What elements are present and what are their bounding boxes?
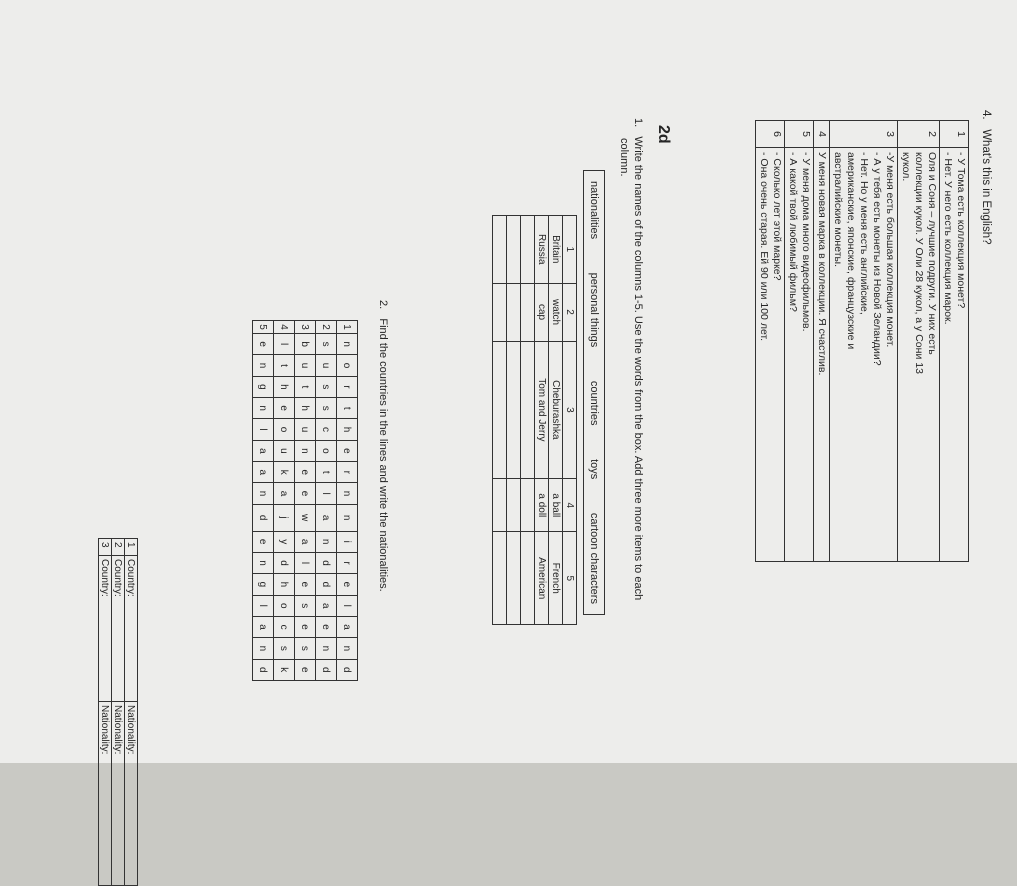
task1-instructions: 1. Write the names of the columns 1-5. Use the words from the box. Add three more items to each column. — [618, 118, 644, 601]
table-cell — [507, 479, 521, 532]
row-number: 3 — [295, 321, 316, 334]
column-header: 3 — [563, 341, 577, 479]
letter-cell: a — [253, 462, 274, 483]
letter-cell: a — [274, 483, 295, 504]
letter-cell: h — [274, 574, 295, 595]
task4-heading: 4. What's this in English? — [980, 110, 992, 245]
grid-row — [295, 321, 316, 681]
text-line: - Нет. Но у меня есть английские, — [858, 152, 870, 315]
table-row — [507, 216, 521, 625]
task2-heading: 2. Find the countries in the lines and write the nationalities. — [377, 300, 389, 592]
letter-cell: l — [295, 552, 316, 573]
column-header: 4 — [563, 479, 577, 532]
grid-row — [253, 321, 274, 681]
russian-text — [785, 148, 814, 562]
table-cell: a doll — [535, 479, 549, 532]
translation-row — [756, 121, 785, 562]
translation-row — [830, 121, 898, 562]
text-line: - У меня дома много видеофильмов. — [800, 152, 812, 332]
letter-cell: h — [295, 398, 316, 419]
letter-cell: e — [253, 334, 274, 355]
row-number: 2 — [316, 321, 337, 334]
row-number: 3 — [99, 539, 112, 556]
letter-cell: s — [316, 398, 337, 419]
letter-cell: d — [274, 552, 295, 573]
table-cell — [521, 479, 535, 532]
letter-cell: d — [316, 659, 337, 680]
column-header: 1 — [563, 216, 577, 284]
table-cell — [493, 341, 507, 479]
letter-cell: g — [253, 376, 274, 397]
row-number: 6 — [756, 121, 785, 148]
letter-cell: d — [337, 659, 358, 680]
text-line: - У Тома есть коллекция монет? — [955, 152, 967, 309]
text-line: - А у тебя есть монеты из Новой Зеландии? — [871, 152, 883, 366]
letter-cell: c — [274, 616, 295, 637]
table-cell — [493, 532, 507, 625]
letter-cell: e — [253, 531, 274, 552]
letter-cell: n — [337, 483, 358, 504]
table-cell: Russia — [535, 216, 549, 284]
nationality-field: Nationality: — [112, 701, 125, 885]
answer-row — [125, 539, 138, 886]
text-line: У меня новая марка в коллекции. Я счастлив. — [816, 152, 828, 376]
nationality-field: Nationality: — [125, 701, 138, 885]
letter-cell: i — [337, 531, 358, 552]
row-number: 5 — [253, 321, 274, 334]
letter-cell: e — [337, 440, 358, 461]
table-cell — [521, 532, 535, 625]
letter-cell: d — [253, 504, 274, 531]
table-cell: Cheburashka — [549, 341, 563, 479]
russian-text — [814, 148, 830, 562]
letter-cell: b — [295, 334, 316, 355]
letter-cell: u — [274, 440, 295, 461]
text-line: -У меня есть большая коллекция монет. — [884, 152, 896, 348]
letter-cell: n — [253, 552, 274, 573]
translation-table — [755, 120, 969, 562]
row-number: 1 — [940, 121, 969, 148]
letter-cell: e — [295, 616, 316, 637]
row-number: 4 — [814, 121, 830, 148]
letter-cell: g — [253, 574, 274, 595]
letter-cell: e — [337, 574, 358, 595]
answer-row — [99, 539, 112, 886]
translation-row — [785, 121, 814, 562]
letter-grid — [252, 320, 358, 681]
letter-cell: e — [295, 659, 316, 680]
letter-cell: k — [274, 659, 295, 680]
translation-row — [814, 121, 830, 562]
letter-cell: n — [295, 440, 316, 461]
letter-cell: y — [274, 531, 295, 552]
letter-cell: k — [274, 462, 295, 483]
letter-cell: l — [337, 595, 358, 616]
text-line: кукол. — [900, 152, 912, 182]
header-row — [563, 216, 577, 625]
russian-text — [830, 148, 898, 562]
table-row — [535, 216, 549, 625]
letter-cell: w — [295, 504, 316, 531]
letter-cell: d — [253, 659, 274, 680]
letter-cell: a — [337, 616, 358, 637]
row-number: 3 — [830, 121, 898, 148]
letter-cell: a — [253, 616, 274, 637]
letter-cell: a — [316, 504, 337, 531]
box-word: toys — [588, 459, 600, 480]
columns-table — [492, 215, 577, 625]
box-word: cartoon characters — [588, 512, 600, 604]
letter-cell: l — [253, 419, 274, 440]
row-number: 2 — [898, 121, 940, 148]
letter-cell: s — [316, 334, 337, 355]
letter-cell: o — [337, 355, 358, 376]
table-cell: French — [549, 532, 563, 625]
text-line: американские, японские, французские и — [845, 152, 857, 350]
letter-cell: n — [253, 355, 274, 376]
column-header: 2 — [563, 283, 577, 341]
letter-cell: l — [316, 483, 337, 504]
text-line: коллекции кукол. У Оли 28 кукол, а у Сони 13 — [913, 152, 925, 374]
letter-cell: h — [337, 419, 358, 440]
table-cell — [507, 341, 521, 479]
section-title: 2d — [655, 125, 672, 144]
letter-cell: r — [337, 376, 358, 397]
russian-text — [898, 148, 940, 562]
letter-cell: u — [295, 355, 316, 376]
grid-row — [316, 321, 337, 681]
box-word: countries — [588, 380, 600, 426]
table-cell: cap — [535, 283, 549, 341]
text-line: - Сколько лет этой марке? — [771, 152, 783, 281]
letter-cell: n — [253, 483, 274, 504]
text-line: - Нет. У него есть коллекция марок. — [942, 152, 954, 325]
letter-cell: n — [337, 504, 358, 531]
row-number: 5 — [785, 121, 814, 148]
letter-cell: t — [337, 398, 358, 419]
row-number: 1 — [337, 321, 358, 334]
letter-cell: t — [295, 376, 316, 397]
letter-cell: e — [316, 616, 337, 637]
translation-row — [898, 121, 940, 562]
answer-row — [112, 539, 125, 886]
table-cell — [493, 216, 507, 284]
table-cell — [507, 532, 521, 625]
grid-row — [337, 321, 358, 681]
text-line: Оля и Соня – лучшие подруги. У них есть — [926, 152, 938, 355]
table-cell — [507, 216, 521, 284]
box-word: nationalities — [588, 181, 600, 240]
translation-row — [940, 121, 969, 562]
word-box — [583, 170, 605, 615]
letter-cell: e — [295, 462, 316, 483]
letter-cell: a — [316, 595, 337, 616]
letter-cell: o — [316, 440, 337, 461]
letter-cell: d — [316, 574, 337, 595]
table-row — [493, 216, 507, 625]
nationality-field: Nationality: — [99, 701, 112, 885]
country-field: Country: — [99, 556, 112, 702]
letter-cell: s — [295, 638, 316, 659]
letter-cell: c — [316, 419, 337, 440]
letter-cell: s — [295, 595, 316, 616]
letter-cell: s — [316, 376, 337, 397]
table-cell: Tom and Jerry — [535, 341, 549, 479]
row-number: 1 — [125, 539, 138, 556]
letter-cell: r — [337, 552, 358, 573]
table-row — [521, 216, 535, 625]
letter-cell: l — [253, 595, 274, 616]
table-cell: American — [535, 532, 549, 625]
table-cell — [493, 479, 507, 532]
text-line: австралийские монеты. — [832, 152, 844, 267]
letter-cell: n — [337, 638, 358, 659]
letter-cell: n — [337, 334, 358, 355]
letter-cell: a — [253, 440, 274, 461]
table-cell — [493, 283, 507, 341]
letter-cell: t — [316, 462, 337, 483]
grid-row — [274, 321, 295, 681]
letter-cell: s — [274, 638, 295, 659]
table-cell — [521, 341, 535, 479]
text-line: - Она очень старая. Ей 90 или 100 лет. — [758, 152, 770, 341]
letter-cell: j — [274, 504, 295, 531]
russian-text — [940, 148, 969, 562]
letter-cell: t — [274, 355, 295, 376]
letter-cell: o — [274, 595, 295, 616]
letter-cell: e — [274, 398, 295, 419]
column-header: 5 — [563, 532, 577, 625]
letter-cell: h — [274, 376, 295, 397]
russian-text — [756, 148, 785, 562]
letter-cell: d — [316, 552, 337, 573]
letter-cell: l — [274, 334, 295, 355]
letter-cell: n — [316, 638, 337, 659]
letter-cell: e — [295, 483, 316, 504]
country-field: Country: — [112, 556, 125, 702]
letter-cell: e — [295, 574, 316, 595]
country-field: Country: — [125, 556, 138, 702]
text-line: - А какой твой любимый фильм? — [787, 152, 799, 312]
table-cell: a ball — [549, 479, 563, 532]
box-word: personal things — [588, 272, 600, 348]
letter-cell: n — [253, 638, 274, 659]
table-cell: watch — [549, 283, 563, 341]
row-number: 4 — [274, 321, 295, 334]
table-row — [549, 216, 563, 625]
letter-cell: u — [295, 419, 316, 440]
letter-cell: n — [253, 398, 274, 419]
table-cell — [507, 283, 521, 341]
letter-cell: r — [337, 462, 358, 483]
table-cell — [521, 216, 535, 284]
row-number: 2 — [112, 539, 125, 556]
letter-cell: u — [316, 355, 337, 376]
table-cell: Britain — [549, 216, 563, 284]
letter-cell: o — [274, 419, 295, 440]
letter-cell: n — [316, 531, 337, 552]
answers-table — [98, 538, 138, 886]
letter-cell: a — [295, 531, 316, 552]
table-cell — [521, 283, 535, 341]
